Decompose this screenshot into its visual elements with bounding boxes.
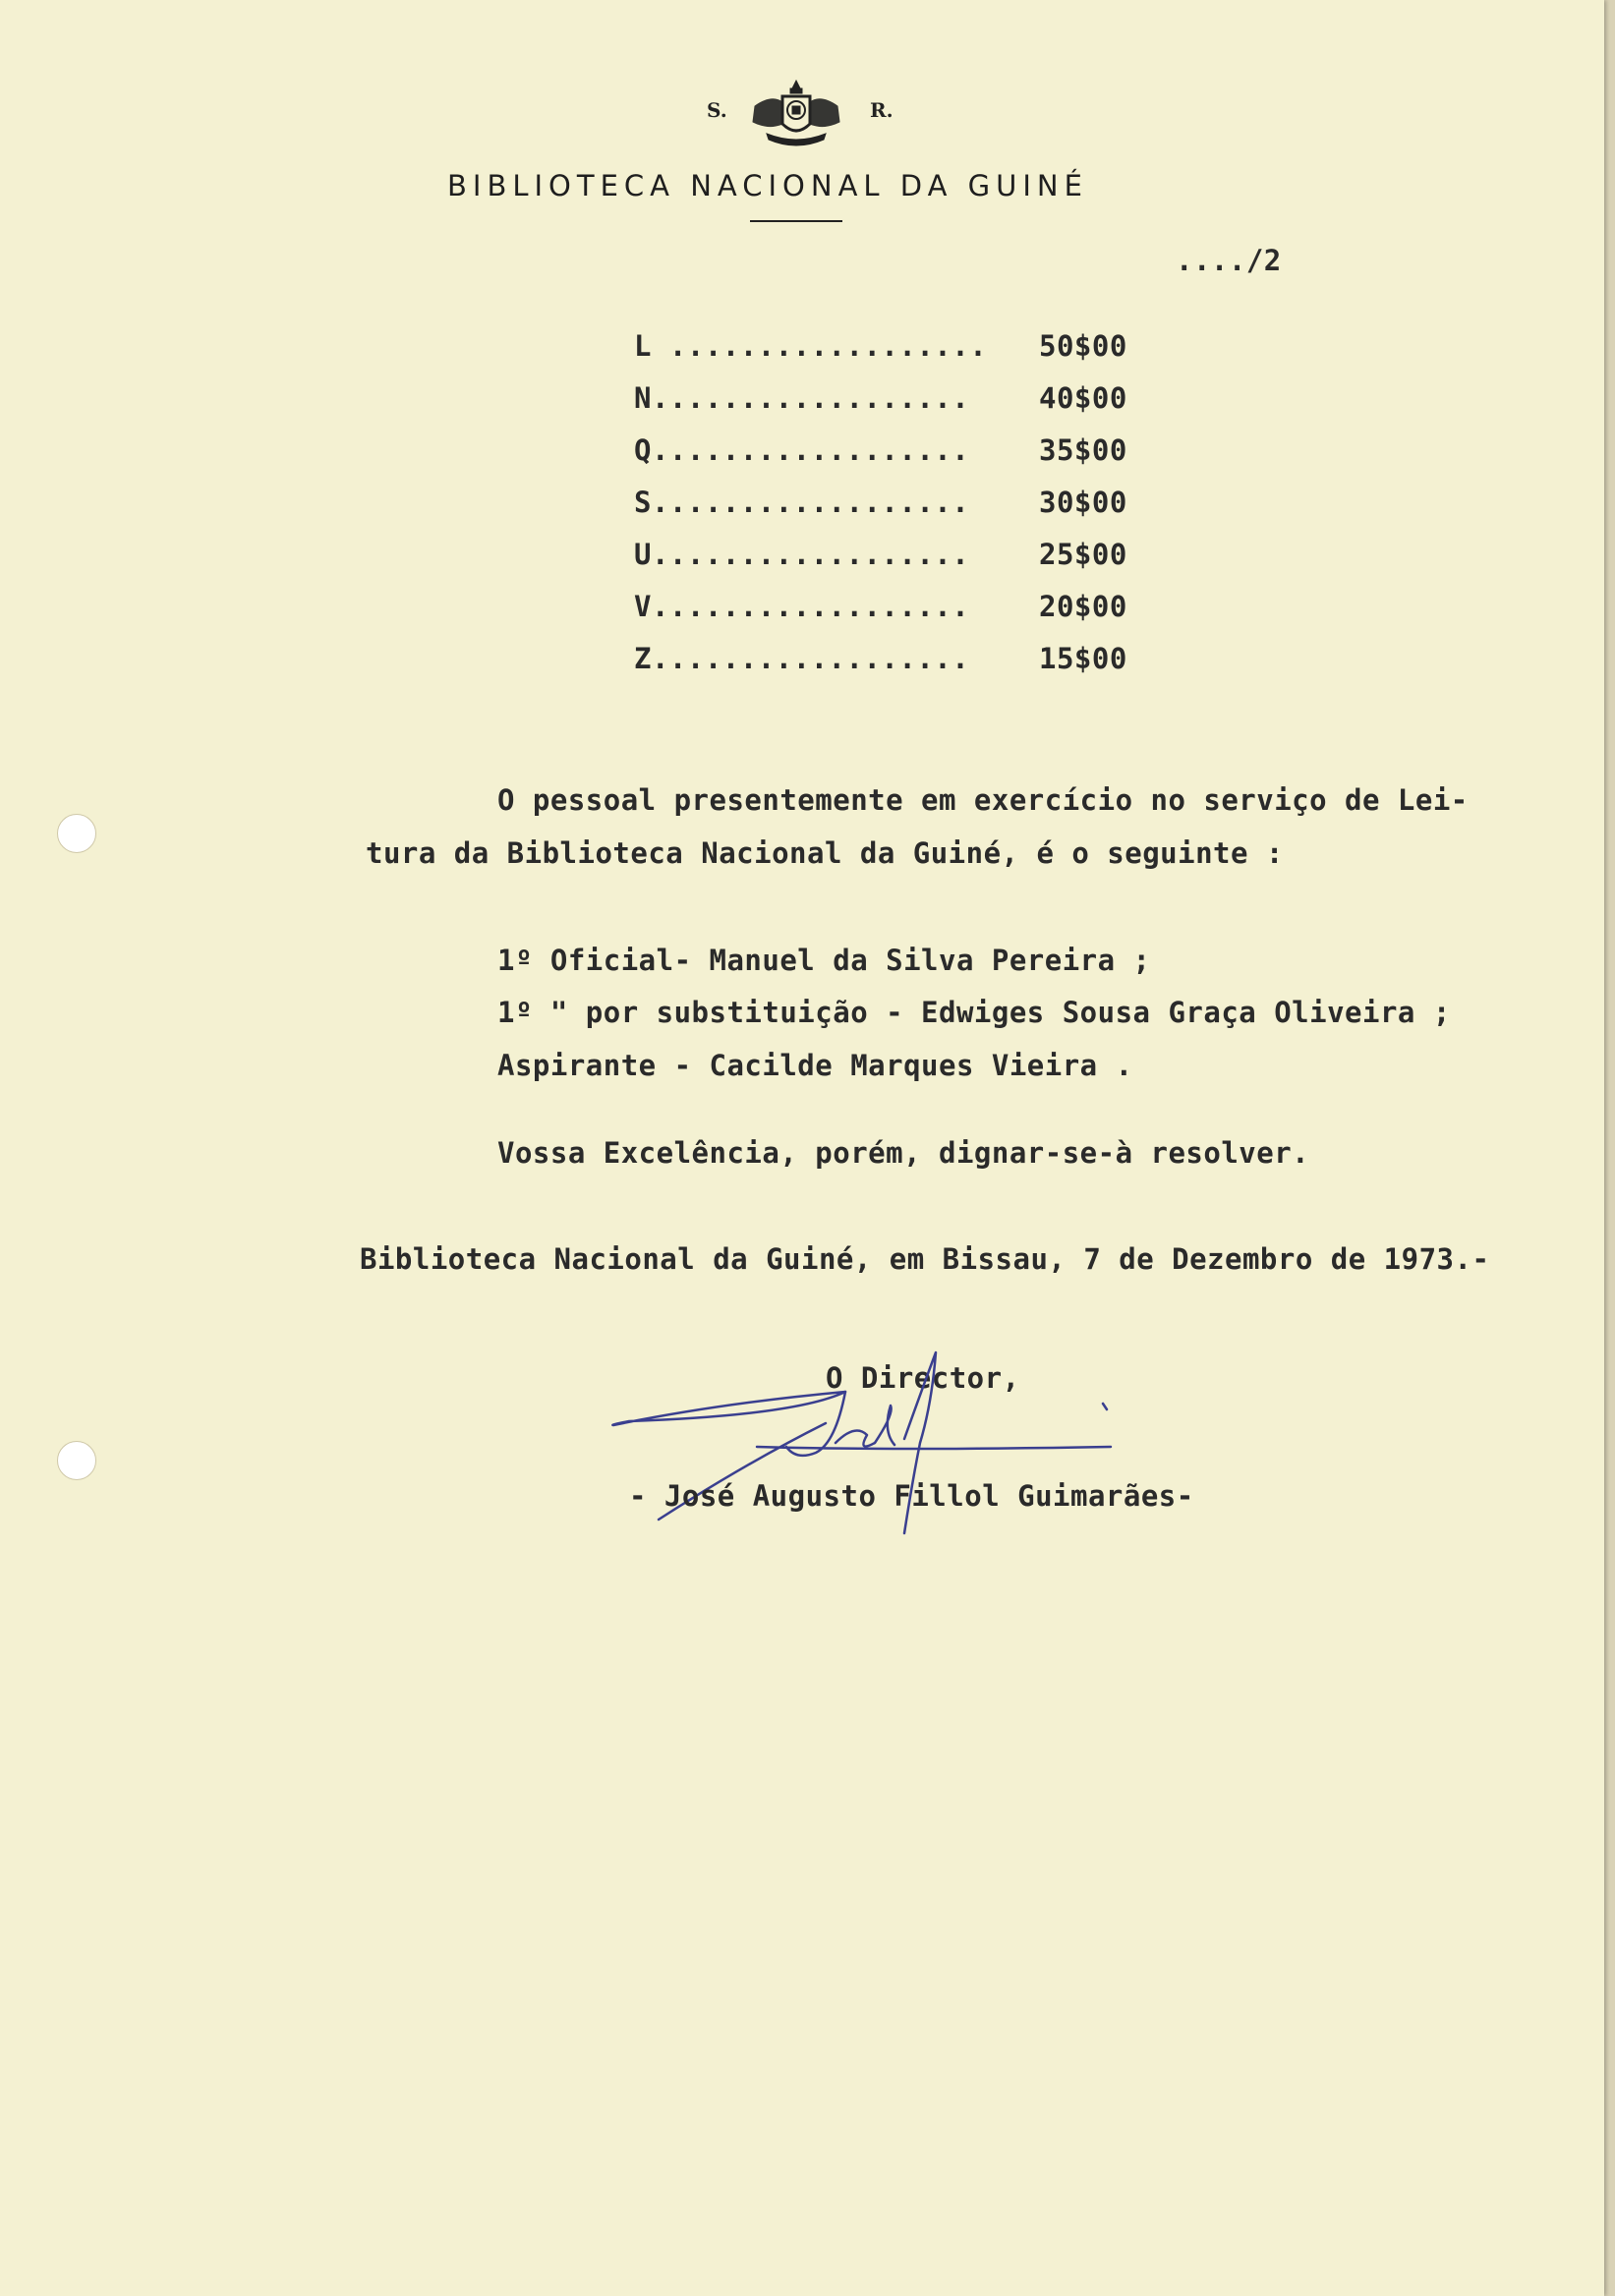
punch-hole-top — [57, 814, 96, 853]
price-code: U.................. — [634, 538, 970, 571]
price-row — [634, 381, 1127, 415]
price-amount: 30$00 — [1039, 486, 1127, 519]
price-code: V.................. — [634, 590, 970, 623]
institution-title: BIBLIOTECA NACIONAL DA GUINÉ — [447, 169, 1088, 202]
price-row — [634, 538, 1127, 571]
price-row — [634, 590, 1127, 623]
price-amount: 50$00 — [1039, 329, 1127, 363]
price-row — [634, 642, 1127, 675]
price-code: N.................. — [634, 381, 970, 415]
crest-initial-left: S. — [707, 98, 727, 122]
signatory-role: O Director, — [826, 1361, 1020, 1395]
price-code: L .................. — [634, 329, 988, 363]
staff-entry: 1º Oficial- Manuel da Silva Pereira ; — [497, 944, 1151, 977]
intro-line-1: O pessoal presentemente em exercício no serviço de Lei- — [497, 783, 1469, 817]
price-code: S.................. — [634, 486, 970, 519]
price-amount: 35$00 — [1039, 433, 1127, 467]
price-code: Z.................. — [634, 642, 970, 675]
price-amount: 20$00 — [1039, 590, 1127, 623]
closing-line: Vossa Excelência, porém, dignar-se-à resolver. — [497, 1136, 1310, 1170]
price-row — [634, 329, 1127, 363]
coat-of-arms-icon — [747, 77, 845, 153]
price-row — [634, 486, 1127, 519]
price-code: Q.................. — [634, 433, 970, 467]
place-and-date: Biblioteca Nacional da Guiné, em Bissau, 7 de Dezembro de 1973.- — [360, 1242, 1490, 1276]
signatory-name: - José Augusto Fillol Guimarães- — [629, 1479, 1194, 1513]
price-amount: 40$00 — [1039, 381, 1127, 415]
crest-initial-right: R. — [870, 98, 894, 122]
staff-entry: Aspirante - Cacilde Marques Vieira . — [497, 1049, 1133, 1082]
price-amount: 25$00 — [1039, 538, 1127, 571]
staff-entry: 1º " por substituição - Edwiges Sousa Graça Oliveira ; — [497, 996, 1451, 1029]
punch-hole-bottom — [57, 1441, 96, 1480]
header-underline — [750, 220, 842, 222]
price-row — [634, 433, 1127, 467]
page-number: ..../2 — [1176, 244, 1282, 277]
intro-line-2: tura da Biblioteca Nacional da Guiné, é o seguinte : — [366, 836, 1284, 870]
price-amount: 15$00 — [1039, 642, 1127, 675]
